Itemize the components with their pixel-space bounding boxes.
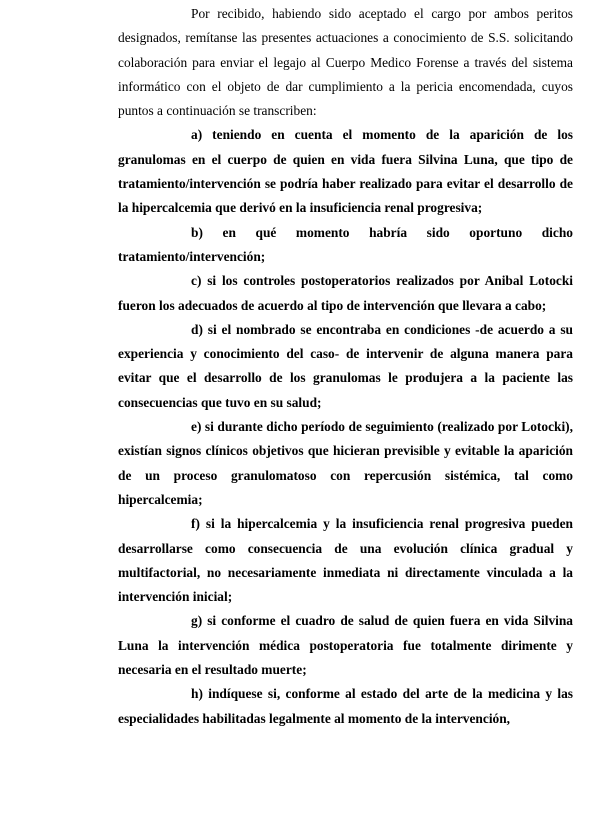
document-page	[118, 0, 573, 731]
point-d-paragraph: d) si el nombrado se encontraba en condiciones -de acuerdo a su experiencia y conocimiento del caso- de intervenir de alguna manera para evitar que el desarrollo de los granulomas le produjera a la paciente las consecuencias que tuvo en su salud;	[118, 321, 573, 410]
point-c-paragraph: c) si los controles postoperatorios realizados por Anibal Lotocki fueron los adecuados de acuerdo al tipo de intervención que llevara a cabo;	[118, 273, 573, 313]
point-f-paragraph: f) si la hipercalcemia y la insuficiencia renal progresiva pueden desarrollarse como consecuencia de una evolución clínica gradual y multifactorial, no necesariamente inmediata ni directamente vinculada a la intervención inicial;	[118, 516, 573, 605]
point-h-paragraph: h) indíquese si, conforme al estado del arte de la medicina y las especialidades habilitadas legalmente al momento de la intervención,	[118, 686, 573, 726]
point-b-paragraph: b) en qué momento habría sido oportuno dicho tratamiento/intervención;	[118, 224, 573, 264]
point-g-paragraph: g) si conforme el cuadro de salud de quien fuera en vida Silvina Luna la intervención médica postoperatoria fue totalmente dirimente y necesaria en el resultado muerte;	[118, 613, 573, 678]
point-e-paragraph: e) si durante dicho período de seguimiento (realizado por Lotocki), existían signos clínicos objetivos que hicieran previsible y evitable la aparición de un proceso granulomatoso con repercusión sistémica, tal como hipercalcemia;	[118, 419, 573, 507]
point-a-paragraph: a) teniendo en cuenta el momento de la aparición de los granulomas en el cuerpo de quien en vida fuera Silvina Luna, que tipo de tratamiento/intervención se podría haber realizado para evitar el desarrollo de la hipercalcemia que derivó en la insuficiencia renal progresiva;	[118, 127, 573, 216]
intro-paragraph: Por recibido, habiendo sido aceptado el cargo por ambos peritos designados, remítanse las presentes actuaciones a conocimiento de S.S. solicitando colaboración para enviar el legajo al Cuerpo Medico Forense a través del sistema informático con el objeto de dar cumplimiento a la pericia encomendada, cuyos puntos a continuación se transcriben:	[118, 6, 573, 119]
